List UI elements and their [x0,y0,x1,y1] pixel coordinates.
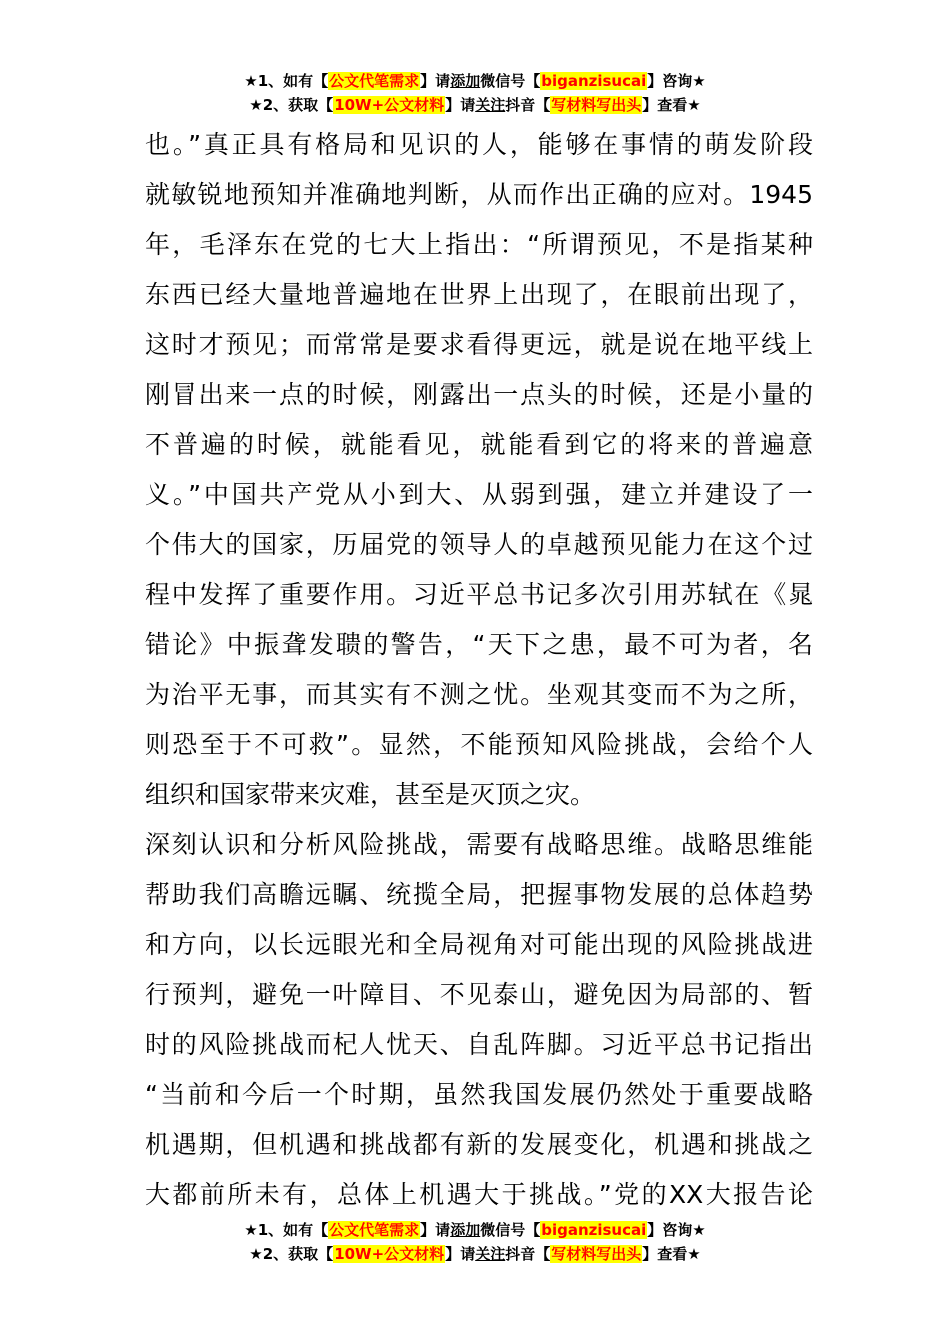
body-line: 行预判，避免一叶障目、不见泰山，避免因为局部的、暂 [145,980,813,1009]
body-line: 就敏锐地预知并准确地判断，从而作出正确的应对。1945 [145,180,813,209]
body-line: 程中发挥了重要作用。习近平总书记多次引用苏轼在《晁 [145,580,813,609]
body-line: 组织和国家带来灾难，甚至是灭顶之灾。 [145,780,596,809]
body-line: 则恐至于不可救”。显然，不能预知风险挑战，会给个人 [145,730,813,759]
banner-text: 微信号【 [480,1221,541,1239]
body-line: 机遇期，但机遇和挑战都有新的发展变化，机遇和挑战之 [145,1130,813,1159]
highlight-materials: 10W+公文材料 [334,96,445,114]
body-line: 个伟大的国家，历届党的领导人的卓越预见能力在这个过 [145,530,813,559]
banner-text: ★2、获取【 [249,96,334,114]
body-line: 也。”真正具有格局和见识的人，能够在事情的萌发阶段 [145,130,813,159]
banner-line-2 [0,1242,950,1266]
body-line: 时的风险挑战而杞人忧天、自乱阵脚。习近平总书记指出 [145,1030,813,1059]
banner-text: 抖音【 [505,96,551,114]
banner-text: 】咨询★ [647,1221,706,1239]
banner-text: 】请 [445,1245,476,1263]
banner-text: 】请 [420,72,451,90]
highlight-ghostwriting: 公文代笔需求 [329,1221,420,1239]
highlight-materials: 10W+公文材料 [334,1245,445,1263]
body-line: 义。”中国共产党从小到大、从弱到强，建立并建设了一 [145,480,813,509]
body-line: 帮助我们高瞻远瞩、统揽全局，把握事物发展的总体趋势 [145,880,813,909]
document-body [145,120,813,1220]
footer-banner [0,1218,950,1266]
underlined-follow: 关注 [475,96,506,114]
underlined-add: 添加 [450,72,481,90]
highlight-ghostwriting: 公文代笔需求 [329,72,420,90]
banner-line-1 [0,69,950,93]
banner-text: 微信号【 [480,72,541,90]
banner-line-2 [0,93,950,117]
banner-line-1 [0,1218,950,1242]
banner-text: 】查看★ [642,1245,701,1263]
body-line: 东西已经大量地普遍地在世界上出现了，在眼前出现了， [145,280,813,309]
banner-text: 抖音【 [505,1245,551,1263]
header-banner [0,69,950,117]
highlight-wechat-id: biganzisucai [541,72,647,90]
banner-text: ★2、获取【 [249,1245,334,1263]
banner-text: 】请 [420,1221,451,1239]
body-line: 深刻认识和分析风险挑战，需要有战略思维。战略思维能 [145,830,813,859]
banner-text: ★1、如有【 [244,72,329,90]
underlined-add: 添加 [450,1221,481,1239]
highlight-douyin-account: 写材料写出头 [551,96,642,114]
body-line: 这时才预见；而常常是要求看得更远，就是说在地平线上 [145,330,813,359]
body-line: 和方向，以长远眼光和全局视角对可能出现的风险挑战进 [145,930,813,959]
banner-text: ★1、如有【 [244,1221,329,1239]
body-line: “当前和今后一个时期，虽然我国发展仍然处于重要战略 [145,1080,813,1109]
body-line: 错论》中振聋发聩的警告，“天下之患，最不可为者，名 [145,630,813,659]
body-line: 不普遍的时候，就能看见，就能看到它的将来的普遍意 [145,430,813,459]
underlined-follow: 关注 [475,1245,506,1263]
banner-text: 】请 [445,96,476,114]
body-line: 大都前所未有，总体上机遇大于挑战。”党的XX大报告论 [145,1180,813,1209]
body-line: 为治平无事，而其实有不测之忧。坐观其变而不为之所， [145,680,813,709]
body-line: 刚冒出来一点的时候，刚露出一点头的时候，还是小量的 [145,380,813,409]
highlight-wechat-id: biganzisucai [541,1221,647,1239]
highlight-douyin-account: 写材料写出头 [551,1245,642,1263]
banner-text: 】咨询★ [647,72,706,90]
banner-text: 】查看★ [642,96,701,114]
body-line: 年，毛泽东在党的七大上指出：“所谓预见，不是指某种 [145,230,813,259]
